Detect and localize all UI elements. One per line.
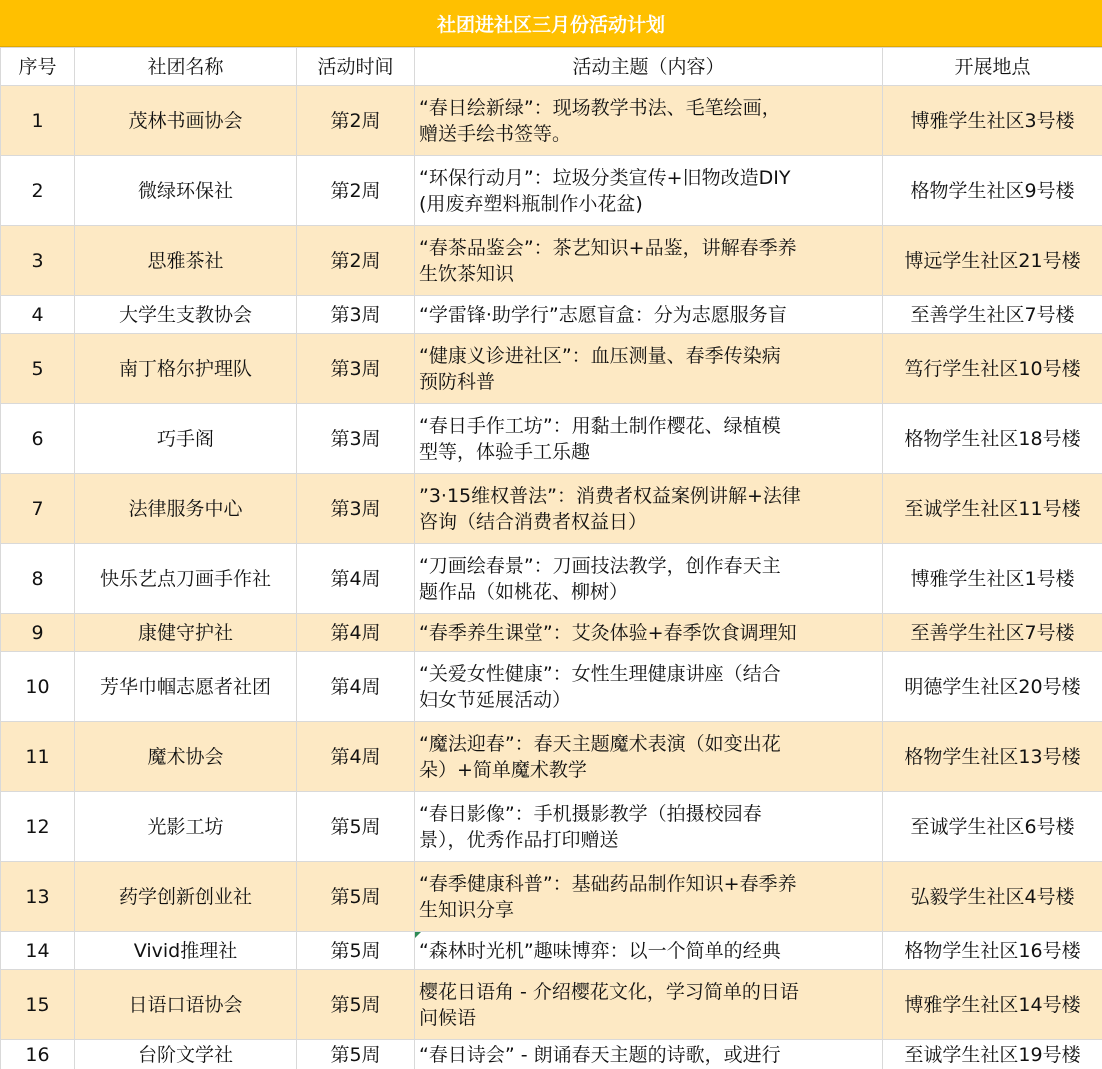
topic-line: 妇女节延展活动） — [419, 688, 572, 711]
topic-line: ”3·15维权普法”：消费者权益案例讲解+法律 — [419, 484, 801, 507]
cell-time[interactable]: 第4周 — [297, 722, 415, 792]
topic-line: “春日绘新绿”：现场教学书法、毛笔绘画， — [419, 96, 781, 119]
topic-line: “春季健康科普”：基础药品制作知识+春季养 — [419, 872, 797, 895]
table-row — [1, 614, 1102, 652]
header-no[interactable]: 序号 — [1, 48, 75, 86]
activity-table — [0, 47, 1102, 1069]
cell-name[interactable]: 魔术协会 — [75, 722, 297, 792]
cell-place[interactable]: 至诚学生社区19号楼 — [883, 1040, 1102, 1069]
topic-line: “魔法迎春”：春天主题魔术表演（如变出花 — [419, 732, 781, 755]
cell-place[interactable]: 博雅学生社区14号楼 — [883, 970, 1102, 1040]
table-row — [1, 404, 1102, 474]
cell-time[interactable]: 第5周 — [297, 792, 415, 862]
cell-place[interactable]: 格物学生社区18号楼 — [883, 404, 1102, 474]
topic-line: 景），优秀作品打印赠送 — [419, 828, 619, 851]
table-row — [1, 1040, 1102, 1069]
cell-no[interactable]: 8 — [1, 544, 75, 614]
table-row — [1, 792, 1102, 862]
cell-time[interactable]: 第4周 — [297, 614, 415, 652]
table-row — [1, 86, 1102, 156]
cell-no[interactable]: 7 — [1, 474, 75, 544]
cell-topic[interactable] — [415, 862, 883, 932]
cell-place[interactable]: 至善学生社区7号楼 — [883, 614, 1102, 652]
topic-line: “环保行动月”：垃圾分类宣传+旧物改造DIY — [419, 166, 791, 189]
cell-place[interactable]: 笃行学生社区10号楼 — [883, 334, 1102, 404]
cell-no[interactable]: 12 — [1, 792, 75, 862]
topic-line: “春季养生课堂”：艾灸体验+春季饮食调理知 — [419, 621, 797, 644]
cell-no[interactable]: 13 — [1, 862, 75, 932]
topic-line: “关爱女性健康”：女性生理健康讲座（结合 — [419, 662, 781, 685]
cell-place[interactable]: 博雅学生社区3号楼 — [883, 86, 1102, 156]
cell-topic[interactable] — [415, 970, 883, 1040]
topic-line: 问候语 — [419, 1006, 477, 1029]
topic-line: “健康义诊进社区”：血压测量、春季传染病 — [419, 344, 781, 367]
cell-place[interactable]: 至诚学生社区11号楼 — [883, 474, 1102, 544]
cell-time[interactable]: 第3周 — [297, 296, 415, 334]
cell-topic[interactable] — [415, 1040, 883, 1069]
cell-name[interactable]: 茂林书画协会 — [75, 86, 297, 156]
cell-name[interactable]: 思雅茶社 — [75, 226, 297, 296]
cell-no[interactable]: 4 — [1, 296, 75, 334]
cell-place[interactable]: 弘毅学生社区4号楼 — [883, 862, 1102, 932]
cell-time[interactable]: 第2周 — [297, 86, 415, 156]
cell-no[interactable]: 3 — [1, 226, 75, 296]
header-topic[interactable]: 活动主题（内容） — [415, 48, 883, 86]
header-name[interactable]: 社团名称 — [75, 48, 297, 86]
cell-topic[interactable] — [415, 156, 883, 226]
cell-place[interactable]: 至诚学生社区6号楼 — [883, 792, 1102, 862]
cell-topic[interactable] — [415, 722, 883, 792]
topic-line: 樱花日语角 - 介绍樱花文化，学习简单的日语 — [419, 980, 799, 1003]
cell-time[interactable]: 第3周 — [297, 474, 415, 544]
table-row — [1, 296, 1102, 334]
cell-name[interactable]: 台阶文学社 — [75, 1040, 297, 1069]
cell-time[interactable]: 第3周 — [297, 404, 415, 474]
cell-no[interactable]: 2 — [1, 156, 75, 226]
topic-line: “春日诗会” - 朗诵春天主题的诗歌，或进行 — [419, 1044, 781, 1066]
header-time[interactable]: 活动时间 — [297, 48, 415, 86]
header-place[interactable]: 开展地点 — [883, 48, 1102, 86]
cell-no[interactable]: 9 — [1, 614, 75, 652]
cell-no[interactable]: 6 — [1, 404, 75, 474]
cell-no[interactable]: 5 — [1, 334, 75, 404]
cell-time[interactable]: 第2周 — [297, 156, 415, 226]
topic-line: 型等，体验手工乐趣 — [419, 440, 591, 463]
cell-name[interactable]: 微绿环保社 — [75, 156, 297, 226]
topic-line: “学雷锋·助学行”志愿盲盒：分为志愿服务盲 — [419, 303, 787, 326]
cell-topic[interactable] — [415, 226, 883, 296]
cell-no[interactable]: 15 — [1, 970, 75, 1040]
cell-name[interactable]: Vivid推理社 — [75, 932, 297, 970]
cell-topic[interactable] — [415, 86, 883, 156]
topic-line: “春茶品鉴会”：茶艺知识+品鉴，讲解春季养 — [419, 236, 797, 259]
cell-topic[interactable] — [415, 614, 883, 652]
table-row — [1, 932, 1102, 970]
cell-place[interactable]: 博雅学生社区1号楼 — [883, 544, 1102, 614]
sheet-title[interactable]: 社团进社区三月份活动计划 — [0, 0, 1102, 47]
cell-no[interactable]: 16 — [1, 1040, 75, 1069]
cell-no[interactable]: 14 — [1, 932, 75, 970]
topic-line: 咨询（结合消费者权益日） — [419, 510, 648, 533]
cell-place[interactable]: 格物学生社区16号楼 — [883, 932, 1102, 970]
cell-place[interactable]: 博远学生社区21号楼 — [883, 226, 1102, 296]
cell-time[interactable]: 第5周 — [297, 1040, 415, 1069]
cell-topic[interactable] — [415, 544, 883, 614]
cell-time[interactable]: 第5周 — [297, 862, 415, 932]
table-row — [1, 652, 1102, 722]
table-row — [1, 544, 1102, 614]
cell-topic[interactable] — [415, 334, 883, 404]
topic-line: “春日影像”：手机摄影教学（拍摄校园春 — [419, 802, 762, 825]
topic-line: (用废弃塑料瓶制作小花盆) — [419, 192, 643, 215]
cell-name[interactable]: 光影工坊 — [75, 792, 297, 862]
table-row — [1, 970, 1102, 1040]
table-row — [1, 474, 1102, 544]
topic-line: 生饮茶知识 — [419, 262, 515, 285]
cell-topic[interactable] — [415, 932, 883, 970]
topic-line: 赠送手绘书签等。 — [419, 122, 572, 145]
cell-time[interactable]: 第5周 — [297, 932, 415, 970]
cell-name[interactable]: 芳华巾帼志愿者社团 — [75, 652, 297, 722]
topic-line: “刀画绘春景”：刀画技法教学，创作春天主 — [419, 554, 781, 577]
topic-line: 预防科普 — [419, 370, 496, 393]
cell-no[interactable]: 1 — [1, 86, 75, 156]
table-row — [1, 226, 1102, 296]
table-row — [1, 722, 1102, 792]
comment-indicator-icon[interactable] — [415, 932, 421, 938]
topic-line: “森林时光机”趣味博弈：以一个简单的经典 — [419, 939, 781, 962]
cell-time[interactable]: 第5周 — [297, 970, 415, 1040]
cell-place[interactable]: 格物学生社区9号楼 — [883, 156, 1102, 226]
table-row — [1, 156, 1102, 226]
header-row — [1, 48, 1102, 86]
cell-name[interactable]: 大学生支教协会 — [75, 296, 297, 334]
cell-name[interactable]: 药学创新创业社 — [75, 862, 297, 932]
table-body — [1, 86, 1102, 1069]
cell-time[interactable]: 第2周 — [297, 226, 415, 296]
topic-line: 生知识分享 — [419, 898, 515, 921]
cell-time[interactable]: 第3周 — [297, 334, 415, 404]
cell-name[interactable]: 南丁格尔护理队 — [75, 334, 297, 404]
cell-place[interactable]: 格物学生社区13号楼 — [883, 722, 1102, 792]
cell-topic[interactable] — [415, 474, 883, 544]
cell-topic[interactable] — [415, 652, 883, 722]
cell-place[interactable]: 明德学生社区20号楼 — [883, 652, 1102, 722]
table-row — [1, 862, 1102, 932]
cell-name[interactable]: 法律服务中心 — [75, 474, 297, 544]
table-row — [1, 334, 1102, 404]
cell-name[interactable]: 巧手阁 — [75, 404, 297, 474]
topic-line: “春日手作工坊”：用黏土制作樱花、绿植模 — [419, 414, 781, 437]
cell-name[interactable]: 康健守护社 — [75, 614, 297, 652]
cell-topic[interactable] — [415, 296, 883, 334]
cell-no[interactable]: 11 — [1, 722, 75, 792]
cell-topic[interactable] — [415, 404, 883, 474]
cell-time[interactable]: 第4周 — [297, 652, 415, 722]
cell-name[interactable]: 日语口语协会 — [75, 970, 297, 1040]
cell-place[interactable]: 至善学生社区7号楼 — [883, 296, 1102, 334]
cell-name[interactable]: 快乐艺点刀画手作社 — [75, 544, 297, 614]
topic-line: 题作品（如桃花、柳树） — [419, 580, 629, 603]
cell-no[interactable]: 10 — [1, 652, 75, 722]
topic-line: 朵）+简单魔术教学 — [419, 758, 587, 781]
cell-time[interactable]: 第4周 — [297, 544, 415, 614]
cell-topic[interactable] — [415, 792, 883, 862]
